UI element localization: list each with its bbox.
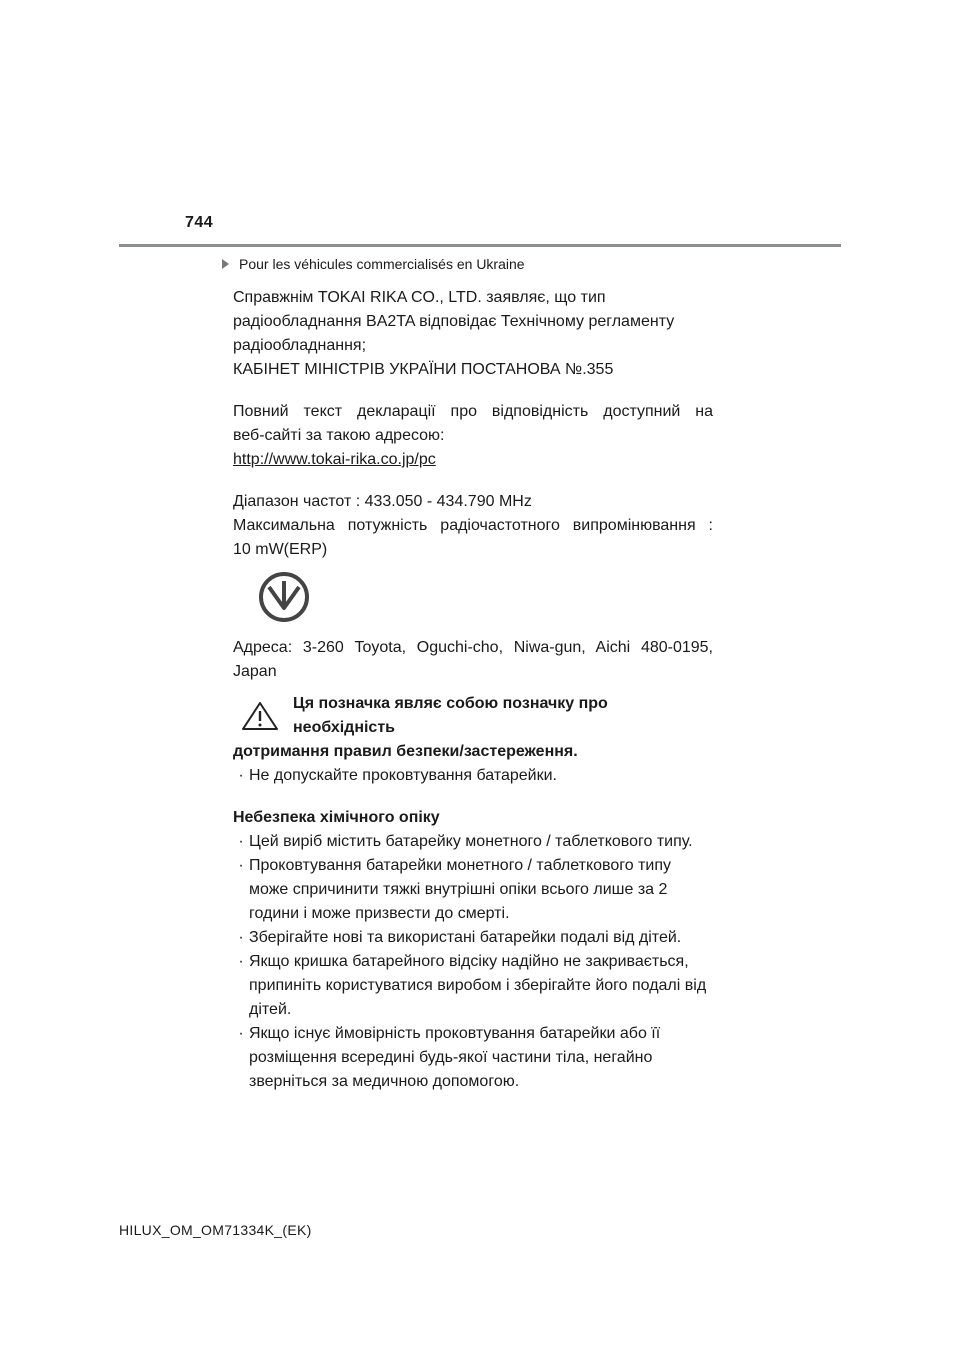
footer-code: HILUX_OM_OM71334K_(EK) (119, 1222, 312, 1238)
hazard-bullet-text: Якщо існує ймовірність проковтування батарейки або її розміщення всередині будь-якої частини тіла, негайно зверніться за медичною допомогою. (249, 1025, 661, 1090)
declaration-line: радіообладнання BA2TA відповідає Технічному регламенту (233, 313, 675, 330)
conformity-mark (233, 562, 713, 636)
address-block (233, 636, 713, 684)
declaration-line: Справжнім TOKAI RIKA CO., LTD. заявляє, що тип (233, 289, 606, 306)
declaration-line: КАБІНЕТ МІНІСТРІВ УКРАЇНИ ПОСТАНОВА №.355 (233, 361, 614, 378)
bullet-dot: · (238, 929, 244, 946)
hazard-bullet (233, 854, 713, 926)
declaration-block (233, 286, 713, 382)
warning-line: дотримання правил безпеки/застереження. (233, 743, 578, 760)
bullet-dot: · (238, 953, 244, 970)
bullet-dot: · (238, 767, 244, 784)
hazard-bullet-text: Проковтування батарейки монетного / таблеткового типу може спричинити тяжкі внутрішні опіки всього лише за 2 години і може призвести до смерті. (249, 857, 671, 922)
hazard-bullet (233, 950, 713, 1022)
bullet-dot: · (238, 1025, 244, 1042)
warning-bullet-text: Не допускайте проковтування батарейки. (249, 767, 557, 784)
frequency-range: Діапазон частот : 433.050 - 434.790 MHz (233, 493, 532, 510)
specs-block (233, 490, 713, 562)
address-line: Japan (233, 663, 277, 680)
section-heading-text: Pour les véhicules commercialisés en Ukraine (239, 256, 525, 272)
max-power-label: Максимальна потужність радіочастотного випромінювання : (233, 517, 713, 534)
bullet-dot: · (238, 833, 244, 850)
page-number: 744 (185, 214, 214, 231)
warning-row (233, 692, 713, 740)
hazard-bullet (233, 926, 713, 950)
hazard-bullet-text: Цей виріб містить батарейку монетного / таблеткового типу. (249, 833, 693, 850)
warning-triangle-icon (241, 701, 279, 731)
hazard-bullet-text: Зберігайте нові та використані батарейки подалі від дітей. (249, 929, 682, 946)
section-heading (222, 256, 525, 272)
ukraine-conformity-mark-icon (257, 570, 311, 624)
hazard-bullet (233, 830, 713, 854)
triangle-right-icon (222, 259, 229, 269)
declaration-url-link[interactable]: http://www.tokai-rika.co.jp/pc (233, 451, 436, 468)
bullet-dot: · (238, 857, 244, 874)
content (233, 286, 713, 1094)
hazard-heading: Небезпека хімічного опіку (233, 809, 440, 826)
max-power-value: 10 mW(ERP) (233, 541, 328, 558)
fulltext-line: Повний текст декларації про відповідність доступний на (233, 403, 713, 420)
address-line: Адреса: 3-260 Toyota, Oguchi-cho, Niwa-gun, Aichi 480-0195, (233, 639, 713, 656)
hazard-bullet-text: Якщо кришка батарейного відсіку надійно не закривається, припиніть користуватися виробом і зберігайте його подалі від дітей. (249, 953, 707, 1018)
warning-bullet (233, 764, 713, 788)
fulltext-block (233, 400, 713, 472)
warning-line: Ця позначка являє собою позначку про необхідність (293, 695, 608, 736)
declaration-line: радіообладнання; (233, 337, 367, 354)
hazard-list (233, 830, 713, 1094)
header-rule (119, 244, 841, 247)
hazard-bullet (233, 1022, 713, 1094)
fulltext-line: веб-сайті за такою адресою: (233, 427, 445, 444)
